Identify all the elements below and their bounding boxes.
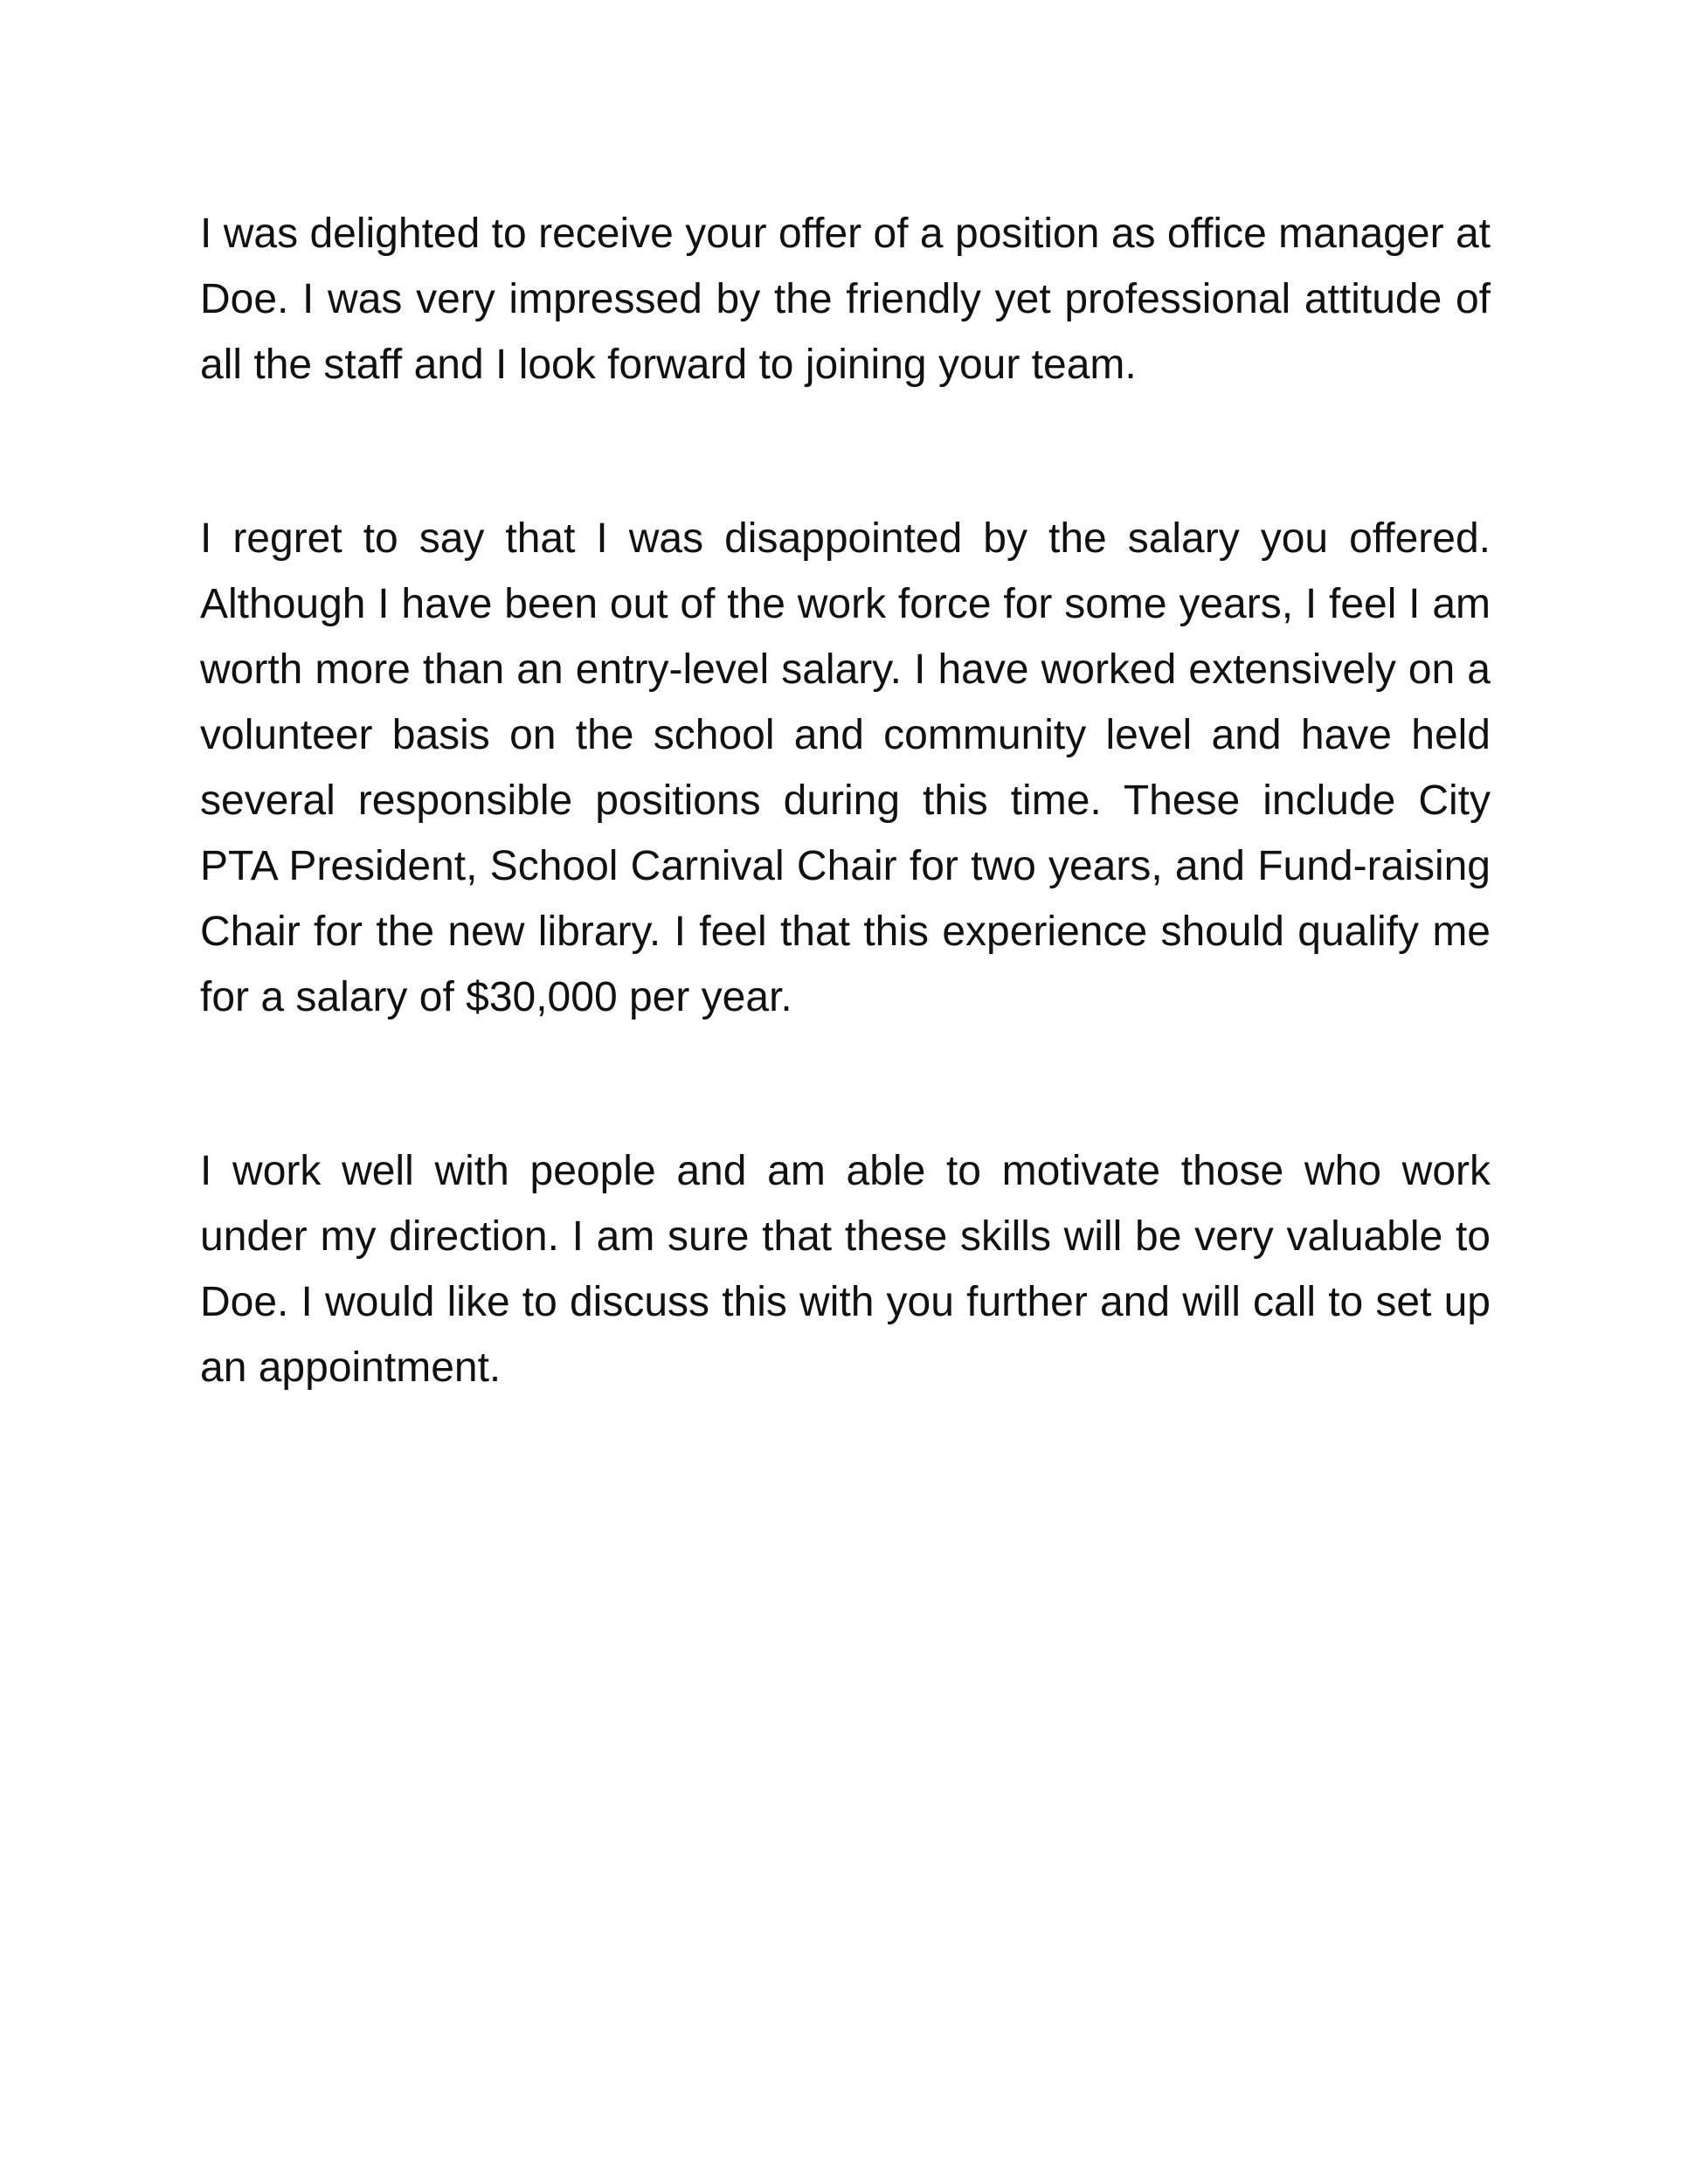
paragraph-offer-acceptance: I was delighted to receive your offer of a position as office manager at Doe. I was very impressed by the friendly yet professional attitude of all the staff and I look forward to joining your team.	[200, 211, 1491, 388]
paragraph-closing-request: I work well with people and am able to motivate those who work under my direction. I am sure that these skills will be very valuable to Doe. I would like to discuss this with you further and will call to set up an appointment.	[200, 1148, 1491, 1391]
letter-body	[200, 201, 1491, 1400]
paragraph-salary-concern: I regret to say that I was disappointed by the salary you offered. Although I have been out of the work force for some years, I feel I am worth more than an entry-level salary. I have worked extensively on a volunteer basis on the school and community level and have held several responsible positions during this time. These include City PTA President, School Carnival Chair for two years, and Fund-raising Chair for the new library. I feel that this experience should qualify me for a salary of $30,000 per year.	[200, 515, 1491, 1020]
